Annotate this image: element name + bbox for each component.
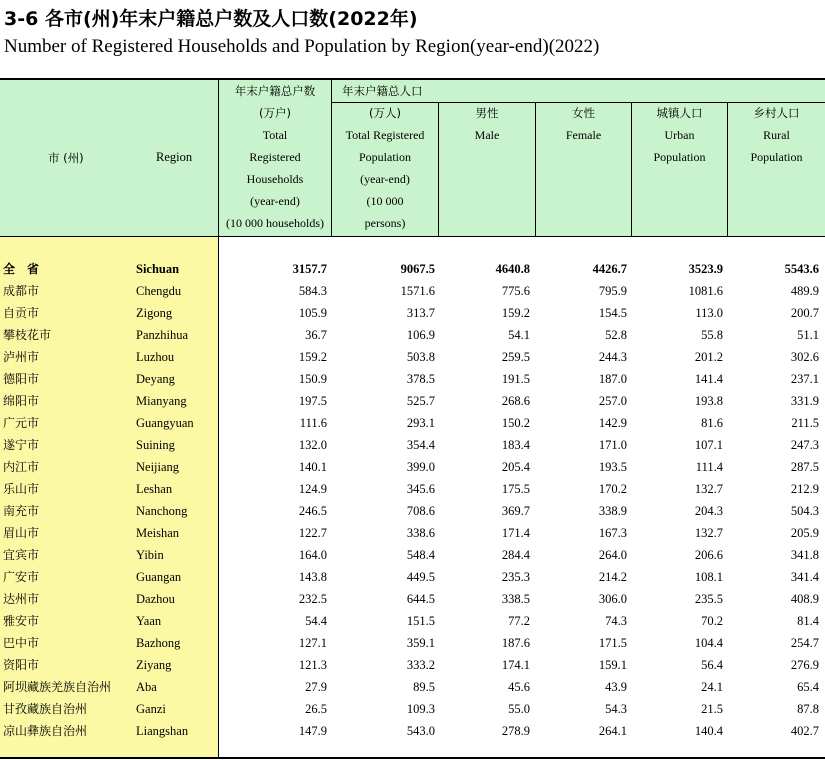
region-name-cn: 凉山彝族自治州 xyxy=(3,724,88,738)
male-value: 174.1 xyxy=(501,658,530,672)
table-row xyxy=(0,368,825,390)
table-row xyxy=(0,500,825,522)
male-value: 338.5 xyxy=(501,592,530,606)
population-value: 543.0 xyxy=(406,724,435,738)
female-value: 257.0 xyxy=(598,394,627,408)
male-value: 369.7 xyxy=(501,504,530,518)
male-value: 175.5 xyxy=(501,482,530,496)
female-value: 214.2 xyxy=(598,570,627,584)
rural-value: 237.1 xyxy=(790,372,819,386)
table-row xyxy=(0,478,825,500)
households-value: 197.5 xyxy=(298,394,327,408)
female-value: 43.9 xyxy=(605,680,627,694)
urban-value: 21.5 xyxy=(701,702,723,716)
rural-value: 205.9 xyxy=(790,526,819,540)
urban-value: 56.4 xyxy=(701,658,723,672)
region-name-cn: 全 省 xyxy=(3,262,40,276)
region-name-cn: 泸州市 xyxy=(3,350,40,364)
urban-value: 108.1 xyxy=(694,570,723,584)
table-row xyxy=(0,522,825,544)
region-name-en: Mianyang xyxy=(136,394,187,408)
page-title-en: Number of Registered Households and Population by Region(year-end)(2022) xyxy=(4,36,600,57)
rural-value: 341.8 xyxy=(790,548,819,562)
urban-value: 24.1 xyxy=(701,680,723,694)
region-name-cn: 眉山市 xyxy=(3,526,40,540)
rural-value: 254.7 xyxy=(790,636,819,650)
female-value: 170.2 xyxy=(598,482,627,496)
male-value: 268.6 xyxy=(501,394,530,408)
rural-value: 489.9 xyxy=(790,284,819,298)
region-name-cn: 乐山市 xyxy=(3,482,40,496)
female-value: 171.0 xyxy=(598,438,627,452)
region-name-en: Guangan xyxy=(136,570,182,584)
population-value: 313.7 xyxy=(406,306,435,320)
male-value: 183.4 xyxy=(501,438,530,452)
female-value: 171.5 xyxy=(598,636,627,650)
table-header xyxy=(0,80,825,236)
region-name-en: Neijiang xyxy=(136,460,180,474)
region-name-en: Deyang xyxy=(136,372,175,386)
region-name-cn: 德阳市 xyxy=(3,372,40,386)
region-name-en: Suining xyxy=(136,438,175,452)
female-value: 54.3 xyxy=(605,702,627,716)
rural-value: 504.3 xyxy=(790,504,819,518)
rural-value: 408.9 xyxy=(790,592,819,606)
table-row xyxy=(0,324,825,346)
male-value: 159.2 xyxy=(501,306,530,320)
urban-value: 235.5 xyxy=(694,592,723,606)
male-value: 278.9 xyxy=(501,724,530,738)
urban-value: 70.2 xyxy=(701,614,723,628)
region-name-cn: 成都市 xyxy=(3,284,40,298)
female-value: 193.5 xyxy=(598,460,627,474)
rural-value: 200.7 xyxy=(790,306,819,320)
rural-value: 247.3 xyxy=(790,438,819,452)
population-value: 333.2 xyxy=(406,658,435,672)
header-population: 年末户籍总人口 (万人) Total Registered Population (year-end) (10 000 persons) xyxy=(342,84,425,230)
population-value: 359.1 xyxy=(406,636,435,650)
households-value: 164.0 xyxy=(298,548,327,562)
male-value: 4640.8 xyxy=(495,262,530,276)
households-value: 132.0 xyxy=(298,438,327,452)
male-value: 284.4 xyxy=(501,548,530,562)
male-value: 150.2 xyxy=(501,416,530,430)
female-value: 338.9 xyxy=(598,504,627,518)
female-value: 306.0 xyxy=(598,592,627,606)
table-row xyxy=(0,412,825,434)
region-name-cn: 广安市 xyxy=(3,570,40,584)
rural-value: 81.4 xyxy=(797,614,819,628)
region-name-en: Ziyang xyxy=(136,658,172,672)
region-name-cn: 雅安市 xyxy=(3,614,40,628)
urban-value: 107.1 xyxy=(694,438,723,452)
region-name-en: Yibin xyxy=(136,548,164,562)
table-row xyxy=(0,390,825,412)
table-row xyxy=(0,676,825,698)
urban-value: 113.0 xyxy=(695,306,723,320)
region-name-cn: 绵阳市 xyxy=(3,394,40,408)
rural-value: 287.5 xyxy=(790,460,819,474)
rural-value: 276.9 xyxy=(790,658,819,672)
urban-value: 132.7 xyxy=(694,526,723,540)
region-name-cn: 内江市 xyxy=(3,460,40,474)
households-value: 3157.7 xyxy=(292,262,327,276)
households-value: 27.9 xyxy=(305,680,327,694)
urban-value: 104.4 xyxy=(694,636,723,650)
urban-value: 140.4 xyxy=(694,724,723,738)
population-value: 708.6 xyxy=(406,504,435,518)
header-city: 市 (州) xyxy=(48,151,84,165)
households-value: 36.7 xyxy=(305,328,327,342)
table-row xyxy=(0,610,825,632)
rural-value: 211.5 xyxy=(791,416,819,430)
male-value: 259.5 xyxy=(501,350,530,364)
male-value: 191.5 xyxy=(501,372,530,386)
population-value: 106.9 xyxy=(406,328,435,342)
male-value: 171.4 xyxy=(501,526,530,540)
female-value: 264.0 xyxy=(598,548,627,562)
rural-value: 5543.6 xyxy=(784,262,819,276)
households-value: 150.9 xyxy=(298,372,327,386)
table-row xyxy=(0,698,825,720)
households-value: 111.6 xyxy=(299,416,327,430)
rural-value: 65.4 xyxy=(797,680,819,694)
households-value: 232.5 xyxy=(298,592,327,606)
male-value: 54.1 xyxy=(508,328,530,342)
urban-value: 193.8 xyxy=(694,394,723,408)
header-households: 年末户籍总户数 (万户) Total Registered Households (year-end) (10 000 households) xyxy=(226,84,324,230)
urban-value: 132.7 xyxy=(694,482,723,496)
page-title-cn: 3-6 各市(州)年末户籍总户数及人口数(2022年) xyxy=(4,8,418,30)
rural-value: 402.7 xyxy=(790,724,819,738)
region-name-en: Ganzi xyxy=(136,702,166,716)
table-row xyxy=(0,302,825,324)
female-value: 244.3 xyxy=(598,350,627,364)
female-value: 74.3 xyxy=(605,614,627,628)
bottom-rule xyxy=(0,757,825,759)
rural-value: 212.9 xyxy=(790,482,819,496)
region-name-en: Luzhou xyxy=(136,350,175,364)
female-value: 795.9 xyxy=(598,284,627,298)
region-name-cn: 巴中市 xyxy=(3,636,40,650)
rural-value: 51.1 xyxy=(797,328,819,342)
female-value: 154.5 xyxy=(598,306,627,320)
region-name-en: Meishan xyxy=(136,526,180,540)
region-name-cn: 南充市 xyxy=(3,504,40,518)
header-male: 男性 Male xyxy=(474,106,500,142)
region-name-en: Guangyuan xyxy=(136,416,194,430)
urban-value: 81.6 xyxy=(701,416,723,430)
female-value: 142.9 xyxy=(598,416,627,430)
header-region: Region xyxy=(156,150,193,164)
population-value: 345.6 xyxy=(406,482,435,496)
urban-value: 111.4 xyxy=(695,460,723,474)
urban-value: 3523.9 xyxy=(688,262,723,276)
region-name-en: Aba xyxy=(136,680,157,694)
households-value: 147.9 xyxy=(298,724,327,738)
region-name-en: Yaan xyxy=(136,614,162,628)
female-value: 264.1 xyxy=(598,724,627,738)
rural-value: 87.8 xyxy=(797,702,819,716)
female-value: 52.8 xyxy=(605,328,627,342)
households-value: 140.1 xyxy=(298,460,327,474)
population-value: 338.6 xyxy=(406,526,435,540)
households-value: 127.1 xyxy=(298,636,327,650)
female-value: 4426.7 xyxy=(592,262,627,276)
population-value: 109.3 xyxy=(406,702,435,716)
female-value: 159.1 xyxy=(598,658,627,672)
households-value: 105.9 xyxy=(298,306,327,320)
male-value: 235.3 xyxy=(501,570,530,584)
table-row xyxy=(0,280,825,302)
population-value: 548.4 xyxy=(406,548,435,562)
population-value: 525.7 xyxy=(406,394,435,408)
households-value: 124.9 xyxy=(298,482,327,496)
population-value: 9067.5 xyxy=(400,262,435,276)
households-value: 122.7 xyxy=(298,526,327,540)
region-name-en: Liangshan xyxy=(136,724,189,738)
urban-value: 1081.6 xyxy=(688,284,723,298)
households-value: 54.4 xyxy=(305,614,327,628)
table-row xyxy=(0,544,825,566)
region-name-en: Zigong xyxy=(136,306,173,320)
region-name-en: Dazhou xyxy=(136,592,175,606)
households-value: 143.8 xyxy=(298,570,327,584)
region-name-cn: 宜宾市 xyxy=(3,548,40,562)
table-row xyxy=(0,588,825,610)
region-name-cn: 资阳市 xyxy=(3,658,40,672)
table-row xyxy=(0,456,825,478)
population-value: 89.5 xyxy=(413,680,435,694)
header-female: 女性 Female xyxy=(565,106,602,142)
region-name-en: Bazhong xyxy=(136,636,181,650)
region-name-cn: 广元市 xyxy=(3,416,40,430)
region-name-en: Sichuan xyxy=(136,262,180,276)
region-name-cn: 甘孜藏族自治州 xyxy=(3,702,88,716)
table-row xyxy=(0,654,825,676)
table-row xyxy=(0,566,825,588)
population-value: 449.5 xyxy=(406,570,435,584)
female-value: 187.0 xyxy=(598,372,627,386)
urban-value: 201.2 xyxy=(694,350,723,364)
urban-value: 204.3 xyxy=(694,504,723,518)
region-name-en: Nanchong xyxy=(136,504,188,518)
rural-value: 341.4 xyxy=(790,570,819,584)
male-value: 55.0 xyxy=(508,702,530,716)
region-name-en: Leshan xyxy=(136,482,173,496)
table-row xyxy=(0,720,825,742)
population-value: 293.1 xyxy=(406,416,435,430)
header-rural: 乡村人口 Rural Population xyxy=(750,106,803,164)
households-value: 584.3 xyxy=(298,284,327,298)
table-row xyxy=(0,434,825,456)
households-value: 121.3 xyxy=(298,658,327,672)
region-name-cn: 自贡市 xyxy=(3,306,40,320)
male-value: 775.6 xyxy=(501,284,530,298)
population-value: 151.5 xyxy=(406,614,435,628)
region-name-cn: 达州市 xyxy=(3,592,40,606)
rural-value: 331.9 xyxy=(790,394,819,408)
table-row-total xyxy=(0,258,825,280)
male-value: 45.6 xyxy=(508,680,530,694)
table-row xyxy=(0,632,825,654)
urban-value: 55.8 xyxy=(701,328,723,342)
households-value: 246.5 xyxy=(298,504,327,518)
male-value: 77.2 xyxy=(508,614,530,628)
female-value: 167.3 xyxy=(598,526,627,540)
urban-value: 206.6 xyxy=(694,548,723,562)
male-value: 187.6 xyxy=(501,636,530,650)
region-name-en: Panzhihua xyxy=(136,328,189,342)
population-value: 354.4 xyxy=(406,438,435,452)
region-name-cn: 遂宁市 xyxy=(3,438,40,452)
households-value: 159.2 xyxy=(298,350,327,364)
male-value: 205.4 xyxy=(501,460,530,474)
population-value: 503.8 xyxy=(406,350,435,364)
population-value: 1571.6 xyxy=(400,284,435,298)
households-value: 26.5 xyxy=(305,702,327,716)
header-urban: 城镇人口 Urban Population xyxy=(653,106,706,164)
rural-value: 302.6 xyxy=(790,350,819,364)
region-name-cn: 阿坝藏族羌族自治州 xyxy=(3,680,112,694)
region-name-en: Chengdu xyxy=(136,284,182,298)
population-value: 399.0 xyxy=(406,460,435,474)
urban-value: 141.4 xyxy=(694,372,723,386)
population-value: 378.5 xyxy=(406,372,435,386)
table-row xyxy=(0,346,825,368)
population-value: 644.5 xyxy=(406,592,435,606)
region-name-cn: 攀枝花市 xyxy=(3,328,52,342)
